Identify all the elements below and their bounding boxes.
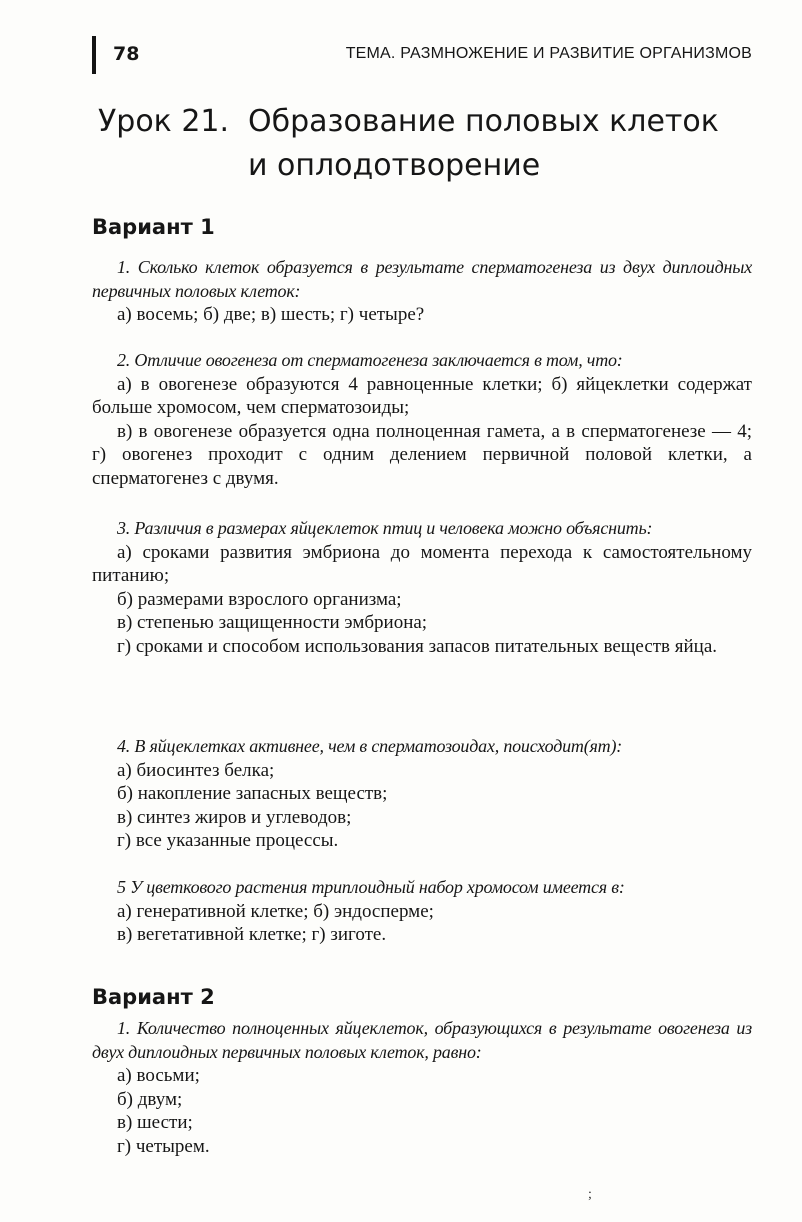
- v1-q3-answer-a: а) сроками развития эмбриона до момента перехода к самостоятельному питанию;: [92, 541, 752, 586]
- margin-mark: ;: [588, 1187, 592, 1202]
- v1-q4-answer-a: а) биосинтез белка;: [117, 759, 275, 781]
- v2-question-1: [92, 1017, 752, 1158]
- lesson-title-line2: и оплодотворение: [248, 148, 541, 183]
- v1-q1-text: 1. Сколько клеток образуется в результате сперматогенеза из двух диплоидных первичных половых клеток:: [92, 257, 752, 301]
- v1-q3-answer-c: в) степенью защищенности эмбриона;: [117, 612, 428, 633]
- v1-q5-text: 5 У цветкового растения триплоидный набор хромосом имеется в:: [117, 877, 625, 897]
- v1-question-1: [92, 256, 752, 327]
- running-title: ТЕМА. РАЗМНОЖЕНИЕ И РАЗВИТИЕ ОРГАНИЗМОВ: [345, 45, 752, 62]
- v1-q5-answer-cd: в) вегетативной клетке; г) зиготе.: [117, 924, 387, 945]
- v1-q3-text: 3. Различия в размерах яйцеклеток птиц и человека можно объяснить:: [117, 518, 653, 538]
- v1-q1-answers: а) восемь; б) две; в) шесть; г) четыре?: [117, 304, 425, 325]
- v1-question-3: [92, 517, 752, 658]
- variant-2-heading: Вариант 2: [92, 985, 215, 1009]
- lesson-number: Урок 21.: [98, 104, 230, 139]
- page-number: 78: [113, 43, 140, 65]
- v1-q2-answer-ab: а) в овогенезе образуются 4 равноценные клетки; б) яйцеклетки содержат больше хромосом, чем сперматозоиды;: [92, 373, 752, 418]
- lesson-title-line1: Образование половых клеток: [248, 104, 719, 139]
- v2-q1-answer-a: а) восьми;: [117, 1065, 200, 1086]
- v1-q2-answer-cd: в) в овогенезе образуется одна полноценная гамета, а в сперматогенезе — 4; г) овогенез проходит с одним делением первичной половой клетки, а сперматогенез с двумя.: [92, 420, 752, 489]
- v2-q1-answer-b: б) двум;: [117, 1088, 183, 1110]
- header-rule: [92, 36, 96, 74]
- v1-question-2: [92, 349, 752, 490]
- v1-question-4: [92, 735, 752, 853]
- v1-q4-answer-d: г) все указанные процессы.: [117, 830, 339, 851]
- lesson-title: [98, 100, 758, 188]
- variant-1-heading: Вариант 1: [92, 215, 215, 239]
- v1-q3-answer-d: г) сроками и способом использования запасов питательных веществ яйца.: [117, 635, 718, 657]
- v1-q4-answer-c: в) синтез жиров и углеводов;: [117, 806, 352, 828]
- v1-q3-answer-b: б) размерами взрослого организма;: [117, 588, 402, 610]
- v1-q4-text: 4. В яйцеклетках активнее, чем в сперматозоидах, поисходит(ят):: [117, 736, 623, 756]
- v2-q1-text: 1. Количество полноценных яйцеклеток, образующихся в результате овогенеза из двух диплоидных первичных половых клеток, равно:: [92, 1018, 752, 1062]
- v2-q1-answer-d: г) четырем.: [117, 1135, 210, 1157]
- v1-q2-text: 2. Отличие овогенеза от сперматогенеза заключается в том, что:: [117, 350, 623, 370]
- v1-q4-answer-b: б) накопление запасных веществ;: [117, 783, 388, 804]
- v1-question-5: [92, 876, 752, 947]
- v1-q5-answer-ab: а) генеративной клетке; б) эндосперме;: [117, 900, 434, 922]
- v2-q1-answer-c: в) шести;: [117, 1112, 193, 1133]
